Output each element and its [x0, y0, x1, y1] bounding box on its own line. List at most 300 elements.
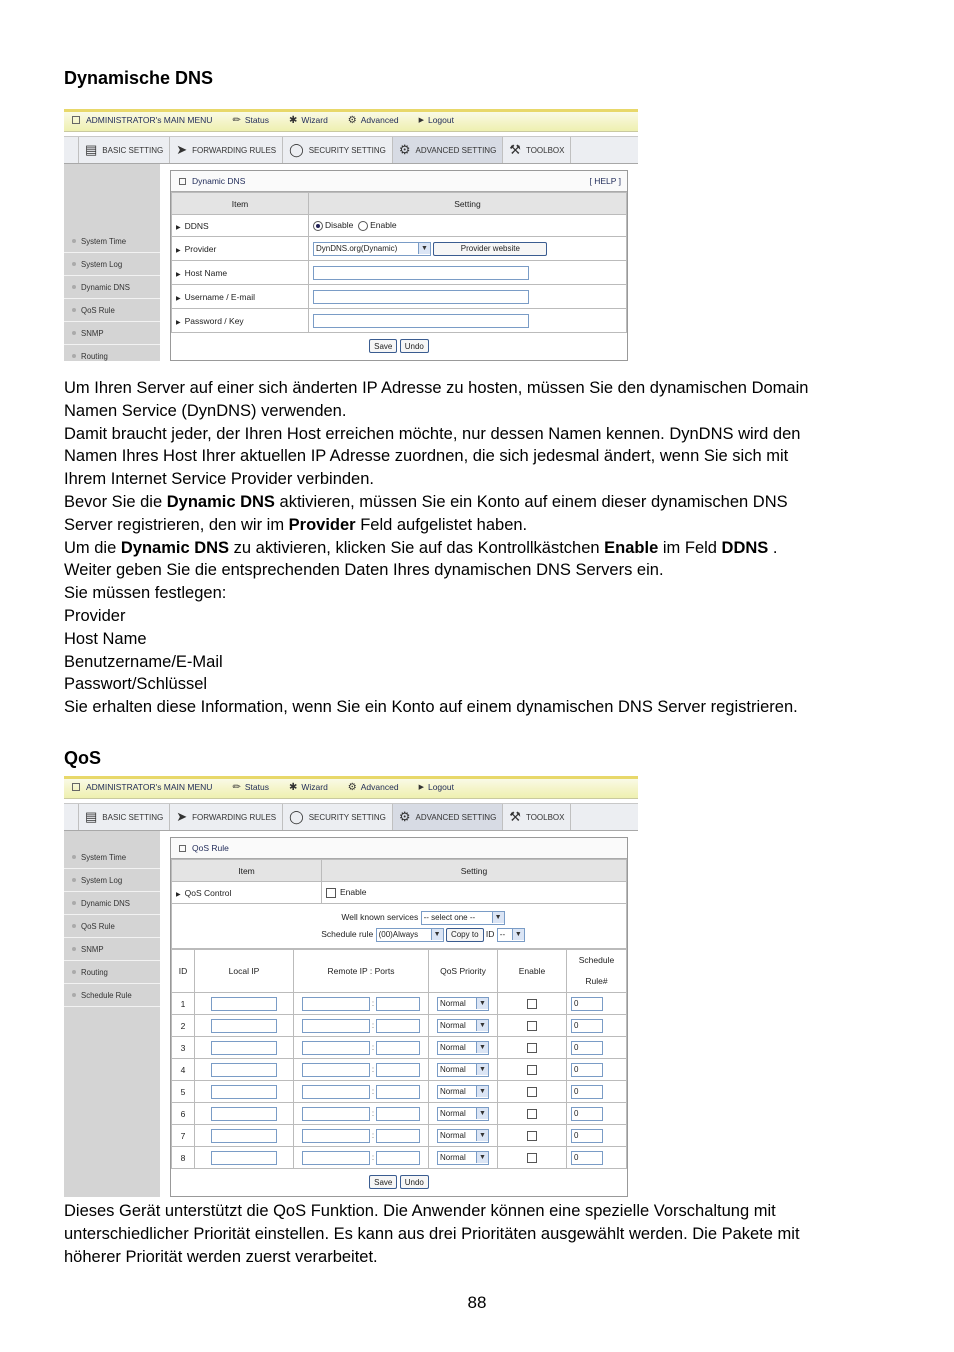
- enable-cell: [498, 1103, 567, 1125]
- services-row: [172, 904, 627, 949]
- wizard-icon: ✱: [288, 114, 298, 126]
- rule-cell: [567, 1081, 627, 1103]
- remote-port-input[interactable]: [376, 1107, 420, 1121]
- row-id: 2: [172, 1015, 195, 1037]
- schedule-rule-value: (00)Always: [378, 930, 419, 940]
- enable-cell: [498, 993, 567, 1015]
- priority-select[interactable]: [437, 1063, 489, 1077]
- sidebar-item-label: SNMP: [81, 328, 104, 338]
- advanced-icon: ⚙: [347, 114, 357, 126]
- security-icon: ◯: [289, 142, 304, 157]
- schedule-rule-label: Schedule rule: [321, 929, 374, 939]
- square-icon: [179, 178, 186, 185]
- enable-cell: [498, 1147, 567, 1169]
- advanced-label: Advanced: [360, 782, 399, 792]
- rule-cell: [567, 1147, 627, 1169]
- text-line: Namen Service (DynDNS) verwenden.: [64, 401, 347, 420]
- schedule-rule-input[interactable]: 0: [571, 1041, 603, 1055]
- local-ip-input[interactable]: [211, 1129, 277, 1143]
- tab-label: FORWARDING RULES: [192, 812, 277, 822]
- ddns-label: DDNS: [184, 220, 209, 231]
- local-ip-input[interactable]: [211, 1041, 277, 1055]
- remote-cell: [294, 1015, 429, 1037]
- priority-value: Normal: [440, 1021, 466, 1030]
- sidebar-item-label: System Time: [81, 236, 127, 246]
- remote-ip-input[interactable]: [302, 1129, 370, 1143]
- priority-select[interactable]: [437, 1019, 489, 1033]
- enable-cell: [498, 1015, 567, 1037]
- status-link[interactable]: [232, 115, 269, 126]
- remote-cell: [294, 1037, 429, 1059]
- text-line: Damit braucht jeder, der Ihren Host erreichen möchte, nur dessen Namen kennen. DynDNS wird den: [64, 424, 801, 443]
- schedule-rule-select[interactable]: [376, 928, 444, 942]
- bullet-icon: [72, 878, 76, 882]
- colon-separator: :: [371, 1042, 375, 1052]
- chevron-down-icon: ▼: [418, 243, 430, 254]
- colon-separator: :: [371, 1064, 375, 1074]
- tab-forwarding-rules[interactable]: [169, 137, 282, 163]
- sidebar-item-system-time[interactable]: [64, 230, 160, 253]
- bold-text: Dynamic DNS: [166, 492, 275, 511]
- chevron-down-icon: ▼: [476, 1086, 488, 1097]
- toolbox-icon: ⚒: [509, 142, 521, 157]
- schedule-rule-input[interactable]: 0: [571, 1107, 603, 1121]
- sidebar-item-snmp[interactable]: [64, 938, 160, 961]
- remote-ip-input[interactable]: [302, 1041, 370, 1055]
- priority-value: Normal: [440, 1153, 466, 1162]
- text-line: Benutzername/E-Mail: [64, 652, 223, 671]
- rule-enable-checkbox[interactable]: [527, 1043, 537, 1053]
- remote-port-input[interactable]: [376, 1129, 420, 1143]
- disable-radio[interactable]: [313, 221, 323, 231]
- sidebar-item-label: Dynamic DNS: [81, 282, 130, 292]
- remote-cell: [294, 1103, 429, 1125]
- sidebar-item-qos-rule[interactable]: [64, 915, 160, 938]
- tab-label: FORWARDING RULES: [192, 145, 277, 155]
- table-row: [172, 1125, 627, 1147]
- tab-forwarding-rules[interactable]: [169, 804, 282, 830]
- text-line: [64, 514, 894, 537]
- table-row: [172, 1015, 627, 1037]
- ddns-description: [64, 377, 894, 719]
- section-heading-qos: QoS: [64, 748, 102, 768]
- text-run: Bevor Sie die: [64, 492, 167, 511]
- rule-enable-checkbox[interactable]: [527, 1153, 537, 1163]
- text-run: Feld aufgelistet haben.: [355, 515, 528, 534]
- ddns-panel: [170, 170, 628, 361]
- colon-separator: :: [371, 1152, 375, 1162]
- enable-cell: [498, 1037, 567, 1059]
- tab-label: ADVANCED SETTING: [415, 812, 497, 822]
- wizard-link[interactable]: [289, 782, 328, 793]
- qos-control-row: [172, 882, 627, 904]
- wizard-icon: ✱: [288, 781, 298, 793]
- schedule-line: [176, 926, 622, 943]
- remote-cell: [294, 1147, 429, 1169]
- bold-text: Provider: [288, 515, 356, 534]
- header-id: ID: [172, 950, 195, 993]
- status-link[interactable]: [232, 782, 269, 793]
- col-item: Item: [172, 193, 309, 215]
- main-tabs: [64, 803, 638, 831]
- bullet-icon: [72, 331, 76, 335]
- remote-ip-input[interactable]: [302, 1085, 370, 1099]
- priority-cell: [429, 993, 498, 1015]
- advanced-setting-icon: ⚙: [398, 809, 411, 824]
- schedule-rule-input[interactable]: 0: [571, 1151, 603, 1165]
- chevron-down-icon: ▼: [476, 998, 488, 1009]
- sidebar-item-label: System Log: [81, 259, 123, 269]
- top-menu-bar: [64, 109, 638, 132]
- row-id: 8: [172, 1147, 195, 1169]
- tab-label: TOOLBOX: [525, 145, 565, 155]
- priority-select[interactable]: [437, 1129, 489, 1143]
- colon-separator: :: [371, 1130, 375, 1140]
- undo-button[interactable]: Undo: [400, 1175, 429, 1189]
- router-screenshot-qos: [64, 776, 638, 1198]
- advanced-link[interactable]: [348, 115, 399, 126]
- sidebar-item-routing[interactable]: [64, 961, 160, 984]
- id-select[interactable]: [497, 928, 525, 942]
- sidebar-item-system-log[interactable]: [64, 253, 160, 276]
- bullet-icon: [72, 354, 76, 358]
- save-button[interactable]: Save: [369, 1175, 397, 1189]
- sidebar-item-snmp[interactable]: [64, 322, 160, 345]
- router-screenshot-ddns: [64, 109, 638, 362]
- text-run: aktivieren, müssen Sie ein Konto auf einem dieser dynamischen DNS: [274, 492, 788, 511]
- forwarding-icon: ➤: [176, 809, 188, 824]
- bullet-icon: [72, 308, 76, 312]
- chevron-down-icon: ▼: [476, 1020, 488, 1031]
- tab-advanced-setting[interactable]: [392, 804, 502, 830]
- admin-menu-label: ADMINISTRATOR's MAIN MENU: [86, 782, 213, 792]
- local-ip-input[interactable]: [211, 1107, 277, 1121]
- triangle-icon: ▶: [176, 224, 181, 231]
- text-line: Dieses Gerät unterstützt die QoS Funktion. Die Anwender können eine spezielle Vorschaltung mit: [64, 1202, 776, 1220]
- qos-enable-checkbox[interactable]: [326, 888, 336, 898]
- status-icon: ✏: [232, 114, 241, 126]
- local-ip-cell: [195, 1103, 294, 1125]
- sidebar-item-label: SNMP: [81, 944, 104, 954]
- text-line: höherer Priorität werden zuerst verarbeitet.: [64, 1247, 378, 1266]
- undo-button[interactable]: Undo: [400, 339, 429, 353]
- sidebar-item-dynamic-dns[interactable]: [64, 276, 160, 299]
- tab-security-setting[interactable]: [282, 137, 392, 163]
- row-id: 3: [172, 1037, 195, 1059]
- sidebar-item-dynamic-dns[interactable]: [64, 892, 160, 915]
- local-ip-cell: [195, 1147, 294, 1169]
- admin-menu-link[interactable]: [72, 782, 212, 792]
- sidebar-item-label: Schedule Rule: [81, 990, 132, 1000]
- priority-cell: [429, 1081, 498, 1103]
- rule-cell: [567, 1103, 627, 1125]
- priority-select[interactable]: [437, 997, 489, 1011]
- wizard-label: Wizard: [301, 115, 328, 125]
- row-id: 1: [172, 993, 195, 1015]
- page-number: 88: [467, 1293, 487, 1312]
- chevron-down-icon: ▼: [492, 912, 504, 923]
- save-button[interactable]: Save: [369, 339, 397, 353]
- main-tabs: [64, 136, 638, 164]
- priority-value: Normal: [440, 1043, 466, 1052]
- arrow-right-icon: ▶: [418, 784, 424, 791]
- text-run: .: [768, 538, 778, 557]
- pass-row: [172, 309, 627, 333]
- remote-port-input[interactable]: [376, 1085, 420, 1099]
- text-line: Provider: [64, 606, 126, 625]
- remote-cell: [294, 993, 429, 1015]
- tab-toolbox[interactable]: [502, 137, 571, 163]
- admin-menu-label: ADMINISTRATOR's MAIN MENU: [86, 115, 213, 125]
- sidebar: [64, 831, 160, 1197]
- schedule-rule-input[interactable]: 0: [571, 1019, 603, 1033]
- chevron-down-icon: ▼: [476, 1064, 488, 1075]
- help-link[interactable]: [ HELP ]: [589, 176, 621, 186]
- priority-select[interactable]: [437, 1151, 489, 1165]
- sidebar-item-label: System Time: [81, 852, 127, 862]
- priority-select[interactable]: [437, 1107, 489, 1121]
- rule-enable-checkbox[interactable]: [527, 1109, 537, 1119]
- colon-separator: :: [371, 1086, 375, 1096]
- local-ip-cell: [195, 1081, 294, 1103]
- toolbox-icon: ⚒: [509, 809, 521, 824]
- local-ip-input[interactable]: [211, 997, 277, 1011]
- provider-label: Provider: [184, 243, 217, 254]
- provider-select[interactable]: [313, 242, 431, 256]
- bullet-icon: [72, 970, 76, 974]
- schedule-rule-input[interactable]: 0: [571, 1129, 603, 1143]
- enable-label: Enable: [370, 220, 397, 231]
- arrow-right-icon: ▶: [418, 117, 424, 124]
- security-icon: ◯: [289, 809, 304, 824]
- local-ip-cell: [195, 993, 294, 1015]
- text-line: Ihrem Internet Service Provider verbinden.: [64, 470, 374, 489]
- provider-row: [172, 237, 627, 261]
- square-icon: [179, 845, 186, 852]
- local-ip-input[interactable]: [211, 1151, 277, 1165]
- remote-port-input[interactable]: [376, 1041, 420, 1055]
- username-input[interactable]: [313, 290, 529, 304]
- colon-separator: :: [371, 1020, 375, 1030]
- bullet-icon: [72, 285, 76, 289]
- triangle-icon: ▶: [176, 295, 181, 302]
- tab-label: BASIC SETTING: [102, 145, 164, 155]
- priority-value: Normal: [440, 1065, 466, 1074]
- tab-basic-setting[interactable]: [78, 137, 169, 163]
- schedule-rule-input[interactable]: 0: [571, 997, 603, 1011]
- square-icon: [72, 116, 80, 124]
- admin-menu-link[interactable]: [72, 115, 212, 125]
- table-row: [172, 1081, 627, 1103]
- local-ip-cell: [195, 1059, 294, 1081]
- sidebar-item-schedule-rule[interactable]: [64, 984, 160, 1007]
- provider-value: DynDNS.org(Dynamic): [316, 244, 398, 253]
- remote-ip-input[interactable]: [302, 1151, 370, 1165]
- rule-enable-checkbox[interactable]: [527, 1021, 537, 1031]
- logout-label: Logout: [427, 782, 454, 792]
- tab-label: SECURITY SETTING: [308, 145, 386, 155]
- row-id: 4: [172, 1059, 195, 1081]
- copy-to-button[interactable]: Copy to: [446, 928, 484, 942]
- sidebar-item-label: Dynamic DNS: [81, 898, 130, 908]
- password-label: Password / Key: [184, 315, 244, 326]
- chevron-down-icon: ▼: [476, 1108, 488, 1119]
- rule-enable-checkbox[interactable]: [527, 1065, 537, 1075]
- tab-label: SECURITY SETTING: [308, 812, 386, 822]
- tab-security-setting[interactable]: [282, 804, 392, 830]
- bold-text: DDNS: [721, 538, 769, 557]
- sidebar: [64, 164, 160, 361]
- triangle-icon: ▶: [176, 247, 181, 254]
- text-line: Host Name: [64, 629, 147, 648]
- remote-port-input[interactable]: [376, 997, 420, 1011]
- provider-website-button[interactable]: Provider website: [433, 242, 547, 256]
- rule-cell: [567, 1059, 627, 1081]
- sidebar-item-routing[interactable]: [64, 345, 160, 362]
- priority-cell: [429, 1037, 498, 1059]
- text-run: zu aktivieren, klicken Sie auf das Kontrollkästchen: [229, 538, 605, 557]
- status-label: Status: [244, 782, 269, 792]
- sidebar-item-label: Routing: [81, 351, 108, 361]
- col-setting: Setting: [322, 860, 627, 882]
- remote-port-input[interactable]: [376, 1151, 420, 1165]
- advanced-link[interactable]: [348, 782, 399, 793]
- text-line: Sie müssen festlegen:: [64, 584, 227, 603]
- priority-cell: [429, 1147, 498, 1169]
- tab-basic-setting[interactable]: [78, 804, 169, 830]
- triangle-icon: ▶: [176, 271, 181, 278]
- status-icon: ✏: [232, 781, 241, 793]
- bullet-icon: [72, 947, 76, 951]
- colon-separator: :: [371, 1108, 375, 1118]
- well-known-value: -- select one --: [423, 913, 476, 923]
- rule-enable-checkbox[interactable]: [527, 1087, 537, 1097]
- text-line: Weiter geben Sie die entsprechenden Daten Ihres dynamischen DNS Servers ein.: [64, 561, 664, 580]
- text-run: Server registrieren, den wir im: [64, 515, 289, 534]
- bullet-icon: [72, 993, 76, 997]
- section-heading-dynamic-dns: Dynamische DNS: [64, 68, 214, 88]
- remote-ip-input[interactable]: [302, 1019, 370, 1033]
- square-icon: [72, 783, 80, 791]
- local-ip-input[interactable]: [211, 1019, 277, 1033]
- sidebar-item-system-log[interactable]: [64, 869, 160, 892]
- row-id: 6: [172, 1103, 195, 1125]
- remote-ip-input[interactable]: [302, 997, 370, 1011]
- ddns-row: [172, 215, 627, 237]
- tab-toolbox[interactable]: [502, 804, 571, 830]
- id-value: --: [499, 930, 506, 940]
- forwarding-icon: ➤: [176, 142, 188, 157]
- rule-enable-checkbox[interactable]: [527, 1131, 537, 1141]
- remote-cell: [294, 1081, 429, 1103]
- advanced-label: Advanced: [360, 115, 399, 125]
- triangle-icon: ▶: [176, 891, 181, 898]
- qos-panel: [170, 837, 628, 1197]
- qos-control-table: [171, 859, 627, 949]
- panel-header: [171, 171, 627, 192]
- sidebar-item-system-time[interactable]: [64, 846, 160, 869]
- local-ip-cell: [195, 1125, 294, 1147]
- priority-value: Normal: [440, 999, 466, 1008]
- chevron-down-icon: ▼: [512, 929, 524, 940]
- tab-label: BASIC SETTING: [102, 812, 164, 822]
- remote-ip-input[interactable]: [302, 1063, 370, 1077]
- advanced-setting-icon: ⚙: [398, 142, 411, 157]
- qos-rules-table: [171, 949, 627, 1169]
- sidebar-item-qos-rule[interactable]: [64, 299, 160, 322]
- schedule-rule-input[interactable]: 0: [571, 1063, 603, 1077]
- remote-port-input[interactable]: [376, 1063, 420, 1077]
- password-input[interactable]: [313, 314, 529, 328]
- host-name-input[interactable]: [313, 266, 529, 280]
- enable-radio[interactable]: [358, 221, 368, 231]
- local-ip-cell: [195, 1037, 294, 1059]
- chevron-down-icon: ▼: [431, 929, 443, 940]
- basic-setting-icon: ▤: [85, 809, 98, 824]
- text-run: Um die: [64, 538, 121, 557]
- user-row: [172, 285, 627, 309]
- enable-cell: [498, 1125, 567, 1147]
- disable-label: Disable: [325, 220, 354, 231]
- text-line: [64, 491, 894, 514]
- host-row: [172, 261, 627, 285]
- logout-link[interactable]: [419, 115, 454, 125]
- local-ip-input[interactable]: [211, 1063, 277, 1077]
- local-ip-input[interactable]: [211, 1085, 277, 1099]
- col-setting: Setting: [309, 193, 627, 215]
- priority-select[interactable]: [437, 1085, 489, 1099]
- rule-cell: [567, 1037, 627, 1059]
- rule-cell: [567, 1125, 627, 1147]
- header-rule-number: Rule#: [585, 976, 608, 986]
- logout-label: Logout: [427, 115, 454, 125]
- table-row: [172, 993, 627, 1015]
- enable-cell: [498, 1081, 567, 1103]
- priority-value: Normal: [440, 1087, 466, 1096]
- priority-cell: [429, 1125, 498, 1147]
- schedule-rule-input[interactable]: 0: [571, 1085, 603, 1099]
- wizard-link[interactable]: [289, 115, 328, 126]
- rule-enable-checkbox[interactable]: [527, 999, 537, 1009]
- priority-select[interactable]: [437, 1041, 489, 1055]
- rules-header-row: [172, 950, 627, 993]
- sidebar-item-label: QoS Rule: [81, 921, 115, 931]
- rule-cell: [567, 993, 627, 1015]
- text-line: Namen Ihres Host Ihrer aktuellen IP Adresse zuordnen, die sich jedesmal ändert, wenn Sie sich mit: [64, 447, 789, 466]
- panel-title: Dynamic DNS: [192, 176, 246, 186]
- remote-port-input[interactable]: [376, 1019, 420, 1033]
- chevron-down-icon: ▼: [476, 1042, 488, 1053]
- remote-ip-input[interactable]: [302, 1107, 370, 1121]
- local-ip-cell: [195, 1015, 294, 1037]
- tab-advanced-setting[interactable]: [392, 137, 502, 163]
- panel-title: QoS Rule: [192, 843, 229, 853]
- enable-cell: [498, 1059, 567, 1081]
- bold-text: Dynamic DNS: [120, 538, 230, 557]
- logout-link[interactable]: [419, 782, 454, 792]
- text-run: im Feld: [658, 538, 722, 557]
- header-local-ip: Local IP: [195, 950, 294, 993]
- bullet-icon: [72, 239, 76, 243]
- well-known-select[interactable]: [421, 911, 505, 925]
- panel-header: [171, 838, 627, 859]
- chevron-down-icon: ▼: [476, 1130, 488, 1141]
- sidebar-item-label: System Log: [81, 875, 123, 885]
- well-known-line: [176, 909, 622, 926]
- bullet-icon: [72, 855, 76, 859]
- priority-cell: [429, 1015, 498, 1037]
- basic-setting-icon: ▤: [85, 142, 98, 157]
